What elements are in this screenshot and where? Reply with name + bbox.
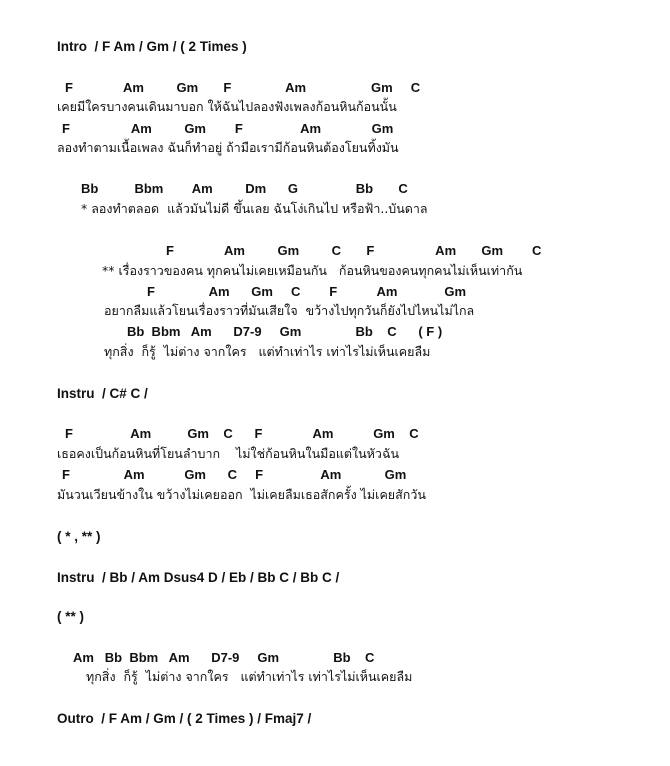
- chorus-chords-1: F Am Gm C F Am Gm C: [166, 243, 542, 258]
- chorus-lyric-1: ** เรื่องราวของคน ทุกคนไม่เคยเหมือนกัน ก้อนหินของคนทุกคนไม่เห็นเท่ากัน: [102, 263, 523, 278]
- outro-line: Outro / F Am / Gm / ( 2 Times ) / Fmaj7 /: [57, 711, 312, 726]
- verse1-lyric-1: เคยมีใครบางคนเดินมาบอก ให้ฉันไปลองฟังเพลงก้อนหินก้อนนั้น: [57, 99, 397, 114]
- verse2-lyric-1: เธอคงเป็นก้อนหินที่โยนลำบาก ไม่ใช่ก้อนหินในมือแต่ในหัวฉัน: [57, 446, 400, 461]
- prechorus-chords: Bb Bbm Am Dm G Bb C: [81, 181, 408, 196]
- verse1-chords-2: F Am Gm F Am Gm: [62, 121, 394, 136]
- verse2-lyric-2: มันวนเวียนข้างใน ขว้างไม่เคยออก ไม่เคยลืมเธอสักครั้ง ไม่เคยสักวัน: [57, 487, 426, 502]
- instru-line-1: Instru / C# C /: [57, 386, 148, 401]
- repeat-marker-1: ( * , ** ): [57, 529, 101, 544]
- chorus-chords-2: F Am Gm C F Am Gm: [147, 284, 467, 299]
- chorus-chords-3: Bb Bbm Am D7-9 Gm Bb C ( F ): [127, 324, 443, 339]
- instru-line-2: Instru / Bb / Am Dsus4 D / Eb / Bb C / Bb C /: [57, 570, 340, 585]
- prechorus-lyric: * ลองทำตลอด แล้วมันไม่ดี ขึ้นเลย ฉันโง่เกินไป หรือฟ้า..บันดาล: [81, 201, 428, 216]
- verse2-chords-2: F Am Gm C F Am Gm: [62, 467, 407, 482]
- intro-line: Intro / F Am / Gm / ( 2 Times ): [57, 39, 247, 54]
- chorus-lyric-3: ทุกสิ่ง ก็รู้ ไม่ต่าง จากใคร แต่ทำเท่าไร เท่าไรไม่เห็นเคยลืม: [104, 344, 431, 359]
- verse1-lyric-2: ลองทำตามเนื้อเพลง ฉันก็ทำอยู่ ถ้ามือเรามีก้อนหินต้องโยนทิ้งมัน: [57, 140, 399, 155]
- verse1-chords-1: F Am Gm F Am Gm C: [65, 80, 421, 95]
- ending-lyric: ทุกสิ่ง ก็รู้ ไม่ต่าง จากใคร แต่ทำเท่าไร เท่าไรไม่เห็นเคยลืม: [86, 669, 413, 684]
- verse2-chords-1: F Am Gm C F Am Gm C: [65, 426, 419, 441]
- ending-chords: Am Bb Bbm Am D7-9 Gm Bb C: [73, 650, 375, 665]
- chorus-lyric-2: อยากลืมแล้วโยนเรื่องราวที่มันเสียใจ ขว้างไปทุกวันก็ยังไปไหนไม่ไกล: [104, 303, 475, 318]
- repeat-marker-2: ( ** ): [57, 609, 84, 624]
